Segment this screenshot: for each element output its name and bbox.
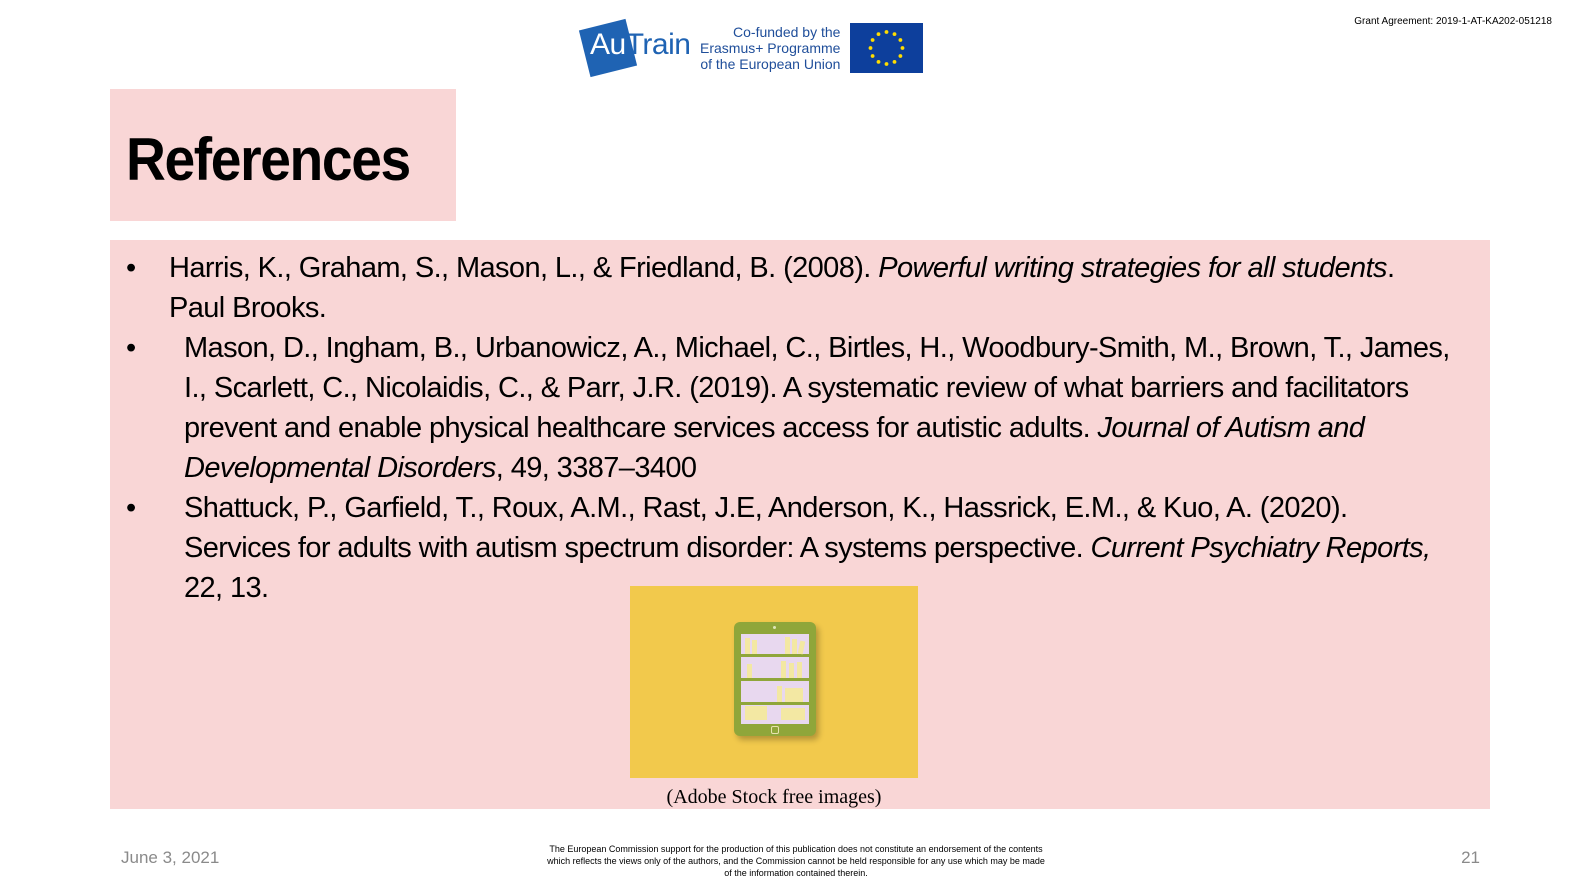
title-box <box>110 89 456 221</box>
book <box>785 688 803 702</box>
bullet: • <box>126 252 136 284</box>
reference-item <box>124 328 1454 488</box>
references-panel <box>110 240 1490 809</box>
cofunded-text <box>700 24 840 72</box>
cofunded-line: of the European Union <box>700 56 841 72</box>
page-title: References <box>126 126 410 193</box>
footer-disclaimer <box>536 843 1056 879</box>
book <box>789 663 794 678</box>
autrain-logo-text <box>590 28 690 62</box>
book <box>798 641 806 655</box>
disclaimer-line: which reflects the views only of the authors, and the Commission cannot be held responsible for any use which may be made <box>547 856 1045 866</box>
book <box>752 640 757 654</box>
image-caption: (Adobe Stock free images) <box>666 786 882 808</box>
cofunded-line: Co-funded by the <box>733 24 841 40</box>
tablet-screen <box>741 634 809 724</box>
reference-authors: Harris, K., Graham, S., Mason, L., & Friedland, B. (2008). <box>169 252 879 284</box>
shelf <box>741 654 809 657</box>
tablet-icon <box>734 622 816 736</box>
tablet-home-button <box>771 726 779 734</box>
page-number: 21 <box>1461 848 1480 867</box>
footer-date: June 3, 2021 <box>121 848 220 867</box>
book <box>781 708 805 720</box>
reference-text <box>124 248 1454 328</box>
reference-authors: Mason, D., Ingham, B., Urbanowicz, A., Michael, C., Birtles, H., Woodbury-Smith, M., Brown, T., James, I., Scarlett, C., Nicolaidis, C., & Parr, J.R. (2019). A systematic review of what barriers and facilitators prevent and enable physical healthcare services access for autistic adults. <box>184 332 1450 444</box>
reference-source: , 49, 3387–3400 <box>495 452 697 484</box>
reference-source: 22, 13. <box>184 572 269 604</box>
reference-journal: Journal of Autism and Developmental Disorders <box>184 412 1365 484</box>
disclaimer-line: The European Commission support for the production of this publication does not constitute an endorsement of the contents <box>549 844 1043 854</box>
eu-flag-icon <box>850 23 923 73</box>
book <box>797 662 802 678</box>
autrain-logo-train: Train <box>625 28 691 61</box>
reference-text <box>124 328 1454 488</box>
reference-item <box>124 248 1454 328</box>
shelf <box>741 702 809 705</box>
autrain-logo <box>580 18 692 78</box>
book <box>777 686 782 702</box>
shelf <box>741 678 809 681</box>
book <box>745 638 750 654</box>
reference-source: . Paul Brooks. <box>169 252 1395 324</box>
bullet: • <box>126 492 136 524</box>
header-logos <box>580 18 923 78</box>
tablet-bookshelf-image <box>630 586 918 778</box>
reference-authors: Shattuck, P., Garfield, T., Roux, A.M., Rast, J.E, Anderson, K., Hassrick, E.M., & Kuo, A. (2020). Services for adults with autism spectrum disorder: A systems perspective. <box>184 492 1348 564</box>
reference-journal: Current Psychiatry Reports, <box>1090 532 1431 564</box>
references-list <box>124 248 1454 608</box>
book <box>745 706 767 720</box>
grant-agreement: Grant Agreement: 2019-1-AT-KA202-051218 <box>1354 16 1552 27</box>
bullet: • <box>126 332 136 364</box>
tablet-camera <box>773 626 776 629</box>
book <box>792 639 797 654</box>
autrain-logo-au: Au <box>590 28 626 61</box>
book <box>747 664 752 678</box>
book <box>785 637 790 654</box>
book <box>781 661 786 678</box>
disclaimer-line: of the information contained therein. <box>724 868 868 878</box>
cofunded-line: Erasmus+ Programme <box>700 40 841 56</box>
reference-title: Powerful writing strategies for all students <box>878 252 1387 284</box>
